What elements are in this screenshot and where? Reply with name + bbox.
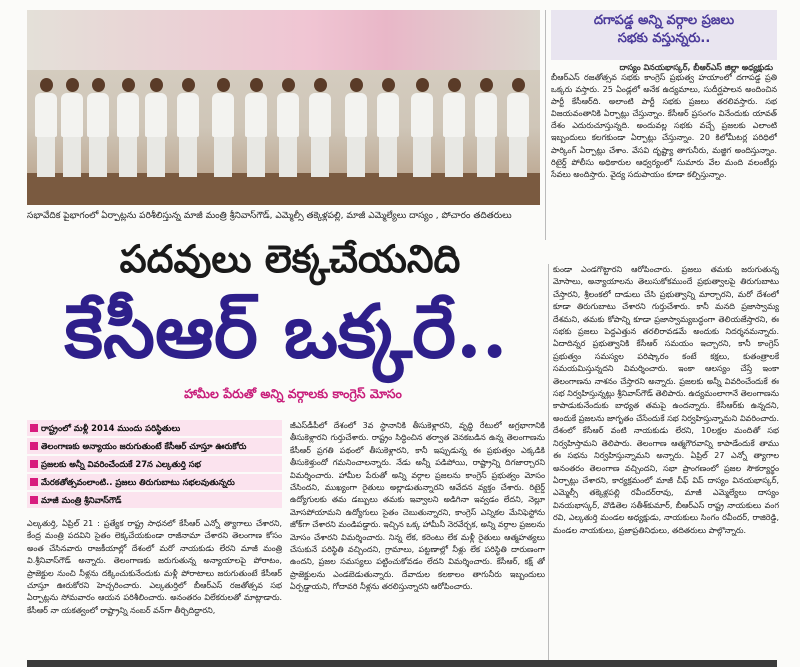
person-figure — [117, 78, 139, 177]
person-figure — [411, 78, 433, 177]
person-figure — [507, 78, 529, 177]
sidebar-heading-line1: దగాపడ్డ అన్ని వర్గాల ప్రజలు — [593, 13, 735, 28]
highlight-item: మేరకతోత్సవంలాంటి.. ప్రజలు తిరుగుబాటు సభలవుతున్నరు — [27, 474, 282, 490]
person-figure — [212, 78, 234, 177]
person-figure — [35, 78, 57, 177]
person-figure — [277, 78, 299, 177]
highlights-list — [27, 420, 282, 510]
headline-subline: హామీల పేరుతో అన్ని వర్గాలకు కాంగ్రెస్ మోసం — [184, 386, 402, 401]
main-headline: కేసీఆర్ ఒక్కరే.. — [64, 289, 508, 375]
highlight-item: రాష్ట్రంలో మళ్లీ 2014 ముందు పరిస్థితులు — [27, 420, 282, 436]
person-figure — [61, 78, 83, 177]
person-figure — [377, 78, 399, 177]
headline-kicker: పదవులు లెక్కచేయనిది — [119, 236, 461, 281]
article-column-2: జీఎస్‌డీపీలో దేశంలో 3వ స్థానానికి తీసుకెళ్లారని, వృద్ధి రేటులో అగ్రభాగానికి తీసుకెళ్లారని గుర్తుచేశారు. రాష్ట్రం సిద్ధించిన తర్వాత వెనకబడిన ఉన్న తెలంగాణను కేసీఆర్ ప్రగతి పథంలో తీసుకెళ్లారని, కానీ ఇప్పుడున్న ఈ ప్రభుత్వం ఎక్కడికి తీసుకెళ్తుందో గమనించాలన్నారు. నేడు అన్నీ పడిపోయి, రాష్ట్రాన్ని దిగజార్చారని విమర్శించారు. హామీల పేరుతో అన్ని వర్గాల ప్రజలను కాంగ్రెస్ ప్రభుత్వం మోసం చేసిందని, ముఖ్యంగా రైతులు అల్లాడుతున్నారని ఆవేదన వ్యక్తం చేశారు. రిటైర్డ్ ఉద్యోగులకు తమ డబ్బులు తమకు ఇవ్వాలని అడిగినా ఇవ్వడం లేదని, నెల్లూ మోసపోయామని ఉద్యోగులు సైతం చెబుతున్నారని, కాంగ్రెస్ ఎన్నికల మేనిఫెస్టోను జోక్‌గా చేశారని మండిపడ్డారు. ఇచ్చిన ఒక్క హామీనీ నెరవేర్చక, అన్ని వర్గాల ప్రజలను మోసం చేశారని విమర్శించారు. నిన్న లేక, కరెంటు లేక మళ్లీ రైతులు ఆత్మహత్యలు చేసుకునే పరిస్థితి వచ్చిందని, గ్రామాలు, పట్టణాల్లో నీళ్లు లేక పరిస్థితి దారుణంగా ఉందని, ప్రజల సమస్యలు పట్టించుకోవడం లేదని విమర్శించారు. కేసీఆర్, కక్ష్‌ తో ప్రాజెక్టులను ఎండబెడుతున్నారు. దేవాదుల కలకాలం తాగునీరు ఇబ్బందులు ఏర్పడ్డాయని, గోదావరి నీళ్లను తరలిస్తున్నారని ఆరోపించారు. — [290, 421, 545, 592]
highlight-item: మాజీ మంత్రి శ్రీనివాస్‌గౌడ్ — [27, 492, 282, 508]
person-figure — [443, 78, 465, 177]
column-divider — [545, 10, 546, 240]
person-figure — [145, 78, 167, 177]
sidebar-heading-line2: సభకు వస్తున్నరు.. — [617, 31, 711, 46]
article-column-3: కుండా ఎండగొట్టారని ఆరోపించారు. ప్రజలు తమకు జరుగుతున్న మోసాలు, అన్యాయాలను తెలుసుకోకముందే ప్రభుత్వాలపై తిరుగుబాటు చేస్తారని, శ్రీలంకలో దాడులు చేసి ప్రభుత్వాన్ని మార్చారని, మరో దేశంలో కూడా తిరుగుబాటు చేశారని గుర్తుచేశారు. కానీ మనది ప్రజాస్వామ్య దేశమని, తమకు కోపాన్ని కూడా ప్రజాస్వామ్యబద్ధంగా తెలియజేస్తారని, ఈ సభకు ప్రజలు పెద్దఎత్తున తరలిరావడమే అందుకు నిదర్శనమన్నారు. ఏదాదిన్నర ప్రభుత్వానికి కేసీఆర్ సమయం ఇచ్చారని, కానీ కాంగ్రెస్ ప్రభుత్వం సమస్యల పరిష్కారం కంటే కక్షలు, కుతంత్రాలకే సమయమిస్తున్నదని విమర్శించారు. ఇంకా ఆలస్యం చేస్తే ఇంకా తెలంగాణను నాశనం చేస్తారని అన్నారు. ప్రజలకు అన్నీ వివరించేందుకే ఈ సభ నిర్వహిస్తున్నట్లు శ్రీనివాస్‌గౌడ్ తెలిపారు. ఉద్యమంలాగానే తెలంగాణను కాపాడుకునేందుకు బాధ్యత తమపై ఉందన్నారు. కేసీఆర్‌కు ఉన్నదని, అందుకే ప్రజలను జాగృతం చేసేందుకే సభ నిర్వహిస్తున్నామని వివరించారు. దేశంలో కేసీఆర్ వంటి నాయకుడు లేరని, 10లక్షల మందితో సభ నిర్వహిస్తామని తెలిపారు. తెలంగాణ ఆత్మగౌరవాన్ని కాపాడేందుకే తాము ఈ సభను నిర్వహిస్తున్నామని అన్నారు. ఏప్రిల్ 27 ఎన్నో త్యాగాల అనంతరం తెలంగాణ వచ్చిందని, సభా ప్రాంగణంలో ప్రజల సౌకర్యార్థం ఏర్పాట్లు చేశారని, కార్యక్రమంలో మాజీ చీఫ్ విప్ దాస్యం వినయభాస్కర్, ఎమ్మెల్సీ తక్కెళ్లపల్లి రవీందర్‌రావు, మాజీ ఎమ్మెల్యేలు దాస్యం వినయభాస్కర్, వొడితెల సతీశ్‌కుమార్, బీఆర్‌ఎస్ రాష్ట్ర నాయకులు వంగ రవి, ఎల్కతుర్తి మండల అధ్యక్షుడు, నాయకులు సింగం రవీందర్, రాజిరెడ్డి, మండల నాయకులు, ప్రజాప్రతినిధులు, తదితరులు పాల్గొన్నారు. — [553, 265, 779, 535]
sidebar-body: బీఆర్‌ఎస్ రజతోత్సవ సభకు కాంగ్రెస్ ప్రభుత్వ హయాంలో దగాపడ్డ ప్రతి ఒక్కరు వస్తారు. 25 ఏండ్లలో అనేక ఉద్యమాలు, సుదీర్ఘపాలన అందించిన పార్టీ కేసీఆర్‌ది. అలాంటి పార్టీ సభకు ప్రజలు తరలివస్తారు. సభ విజయవంతానికి ఏర్పాట్లు చేస్తున్నాం. కేసీఆర్ ప్రసంగం వినేందుకు యావత్ దేశం ఎదురుచూస్తున్నది. అందువల్ల సభకు వచ్చే ప్రజలకు ఎలాంటి ఇబ్బందులు కలగకుండా ఏర్పాట్లు చేస్తున్నాం. 20 కిలోమీటర్ల పరిధిలో పార్కింగ్ ఏర్పాట్లు చేశాం. వేసవి దృష్ట్యా తాగునీరు, మజ్జిగ అందిస్తున్నాం. రిటైర్డ్ పోలీసు అధికారుల ఆధ్వర్యంలో సుమారు వేల మంది వలంటీర్లు సేవలు అందిస్తారు. వైద్య సదుపాయం కూడా కల్పిస్తున్నాం. — [551, 73, 777, 179]
column-divider — [548, 264, 549, 660]
photo-caption: సభావేదిక పైభాగంలో ఏర్పాట్లను పరిశీలిస్తున్న మాజీ మంత్రి శ్రీనివాస్‌గౌడ్, ఎమ్మెల్సీ తక్కెళ్లపల్లి, మాజీ ఎమ్మెల్యేలు దాస్యం , పోచారం తదితరులు — [27, 211, 512, 221]
highlight-item: తెలంగాణకు అన్యాయం జరుగుతుంటే కేసీఆర్ చూస్తూ ఊరుకోరు — [27, 438, 282, 454]
stage-backdrop — [27, 10, 540, 70]
person-figure — [177, 78, 199, 177]
highlight-item: ప్రజలకు అన్నీ వివరించేందుకే 27న ఎల్కతుర్తి సభ — [27, 456, 282, 472]
person-figure — [345, 78, 367, 177]
sidebar-byline: దాస్యం వినయభాస్కర్, బీఆర్‌ఎస్ జిల్లా అధ్యక్షుడు — [619, 63, 773, 72]
person-figure — [245, 78, 267, 177]
rally-photo — [27, 10, 540, 205]
stage-platform — [27, 173, 540, 205]
person-figure — [475, 78, 497, 177]
person-figure — [309, 78, 331, 177]
article-column-1: ఎల్కతుర్తి, ఏప్రిల్ 21 : ప్రత్యేక రాష్ట్ర సాధనలో కేసీఆర్ ఎన్నో త్యాగాలు చేశారని, కేంద్ర మంత్రి పదవిని సైతం లెక్కచేయకుండా రాజీనామా చేశారని తెలంగాణ కోసం అంత చేసినవారు రాజకీయాల్లో దేశంలో మరో నాయకుడు లేరని మాజీ మంత్రి వి.శ్రీనివాస్‌గౌడ్ అన్నారు. తెలంగాణకు జరుగుతున్న అన్యాయాలపై పోరాటం, ప్రాజెక్టుల నుంచి నీళ్లను దక్కించుకునేందుకు మళ్లీ పోరాటాలు జరుగుతుంటే కేసీఆర్ చూస్తూ ఊరుకోరని హెచ్చరించారు. ఎల్కతుర్తిలో బీఆర్‌ఎస్ రజతోత్సవ సభ ఏర్పాట్లను సోమవారం ఆయన పరిశీలించారు. అనంతరం విలేకరులతో మాట్లాడారు. కేసీఆర్ నా యకత్వంలో రాష్ట్రాన్ని నంబర్ వన్‌గా తీర్చిదిద్దారని, — [27, 519, 282, 615]
bottom-strip — [27, 660, 777, 667]
sidebar-heading-box — [551, 10, 777, 72]
person-figure — [87, 78, 109, 177]
